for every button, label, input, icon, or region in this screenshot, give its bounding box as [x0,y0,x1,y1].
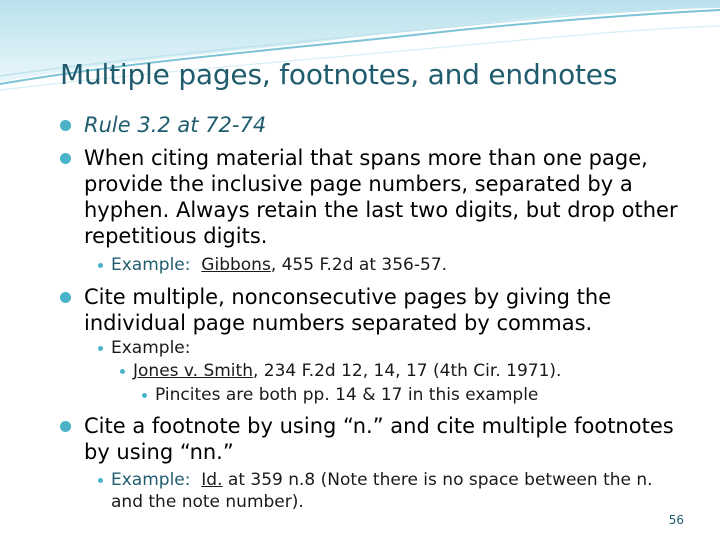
citation-text: , 455 F.2d at 356-57. [270,255,448,275]
bullet-nonconsecutive-pages: Cite multiple, nonconsecutive pages by giving the individual page numbers separated by commas. [84,284,699,336]
rule-reference: Rule 3.2 at 72-74 [84,113,267,137]
id-signal: Id. [201,470,223,490]
citation-text: at 359 n.8 (Note there is no space between the n. and the note number). [111,470,653,512]
case-name: Gibbons [201,255,271,275]
example-label: Example: [111,470,191,490]
example-footnote [111,469,671,513]
example-page-range [111,254,447,276]
pincite-note: Pincites are both pp. 14 & 17 in this example [155,385,539,405]
example-label: Example: [111,255,191,275]
bullet-page-ranges: When citing material that spans more than one page, provide the inclusive page numbers, separated by a hyphen. Always retain the last two digits, but drop other repetitious digits. [84,145,699,249]
example-nonconsecutive-citation [133,360,561,382]
header-swoosh-decoration [0,0,720,110]
example-nonconsecutive-label: Example: [111,338,191,358]
slide-title: Multiple pages, footnotes, and endnotes [60,58,618,91]
page-number: 56 [668,513,684,527]
citation-text: , 234 F.2d 12, 14, 17 (4th Cir. 1971). [252,361,562,381]
case-name: Jones v. Smith [133,361,253,381]
bullet-footnotes: Cite a footnote by using “n.” and cite multiple footnotes by using “nn.” [84,413,699,465]
